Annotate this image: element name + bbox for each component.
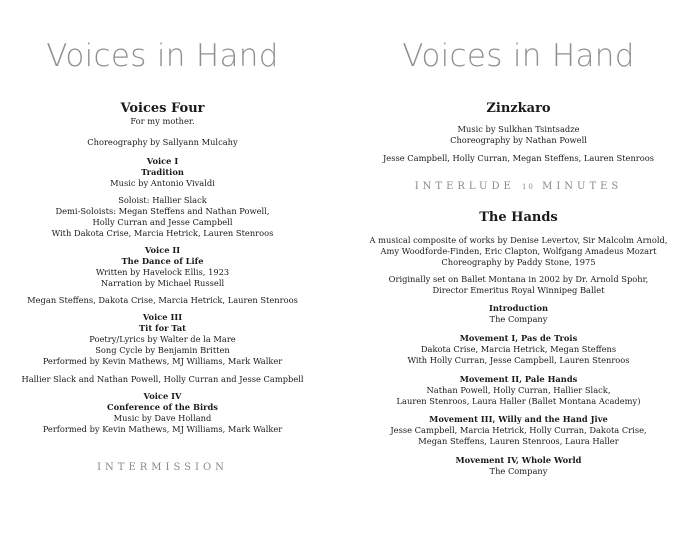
origin-credit: Originally set on Ballet Montana in 2002 by Dr. Arnold Spohr, (388, 274, 649, 284)
cast-line: Hallier Slack and Nathan Powell, Holly Curran and Jesse Campbell (21, 374, 304, 384)
voice-name: Conference of the Birds (107, 402, 218, 412)
piece-title: Voices Four (120, 101, 205, 116)
movement-title: Introduction (488, 303, 549, 313)
voice-name: Tit for Tat (139, 323, 186, 333)
narration-credit: Narration by Michael Russell (100, 278, 225, 288)
movement-title: Movement III, Willy and the Hand Jive (429, 414, 608, 424)
voice-number: Voice I (146, 156, 179, 166)
interlude-label (340, 181, 697, 193)
voice-name: The Dance of Life (121, 256, 204, 266)
dedication: For my mother. (130, 116, 195, 126)
cast-line: Megan Steffens, Lauren Stenroos, Laura Haller (418, 436, 619, 446)
composite-credit: Amy Woodforde-Finden, Eric Clapton, Wolfgang Amadeus Mozart (380, 246, 657, 256)
voice-number: Voice III (142, 312, 183, 322)
cast-line: Nathan Powell, Holly Curran, Hallier Slack, (426, 385, 611, 395)
cast-line: Jesse Campbell, Holly Curran, Megan Steffens, Lauren Stenroos (382, 153, 655, 163)
piece-title: The Hands (479, 210, 558, 225)
cast-line: Lauren Stenroos, Laura Haller (Ballet Montana Academy) (396, 396, 641, 406)
interlude-word: MINUTES (542, 181, 623, 192)
interlude-word: INTERLUDE (414, 181, 515, 192)
page-heading: Voices in Hand (46, 38, 279, 74)
music-credit: Music by Dave Holland (113, 413, 212, 423)
origin-credit: Director Emeritus Royal Winnipeg Ballet (432, 285, 605, 295)
song-credit: Song Cycle by Benjamin Britten (95, 345, 230, 355)
music-credit: Music by Sulkhan Tsintsadze (457, 124, 580, 134)
cast-line: The Company (489, 314, 548, 324)
interlude-duration: 10 (521, 183, 535, 191)
demi-soloists-line: Demi-Soloists: Megan Steffens and Nathan Powell, (55, 206, 270, 216)
performer-credit: Performed by Kevin Mathews, MJ Williams, Mark Walker (42, 356, 283, 366)
cast-line: Dakota Crise, Marcia Hetrick, Megan Steffens (420, 344, 617, 354)
movement-title: Movement IV, Whole World (455, 455, 582, 465)
cast-line: With Holly Curran, Jesse Campbell, Lauren Stenroos (407, 355, 630, 365)
cast-line: The Company (489, 466, 548, 476)
cast-line: Megan Steffens, Dakota Crise, Marcia Hetrick, Lauren Stenroos (27, 295, 298, 305)
poetry-credit: Poetry/Lyrics by Walter de la Mare (89, 334, 236, 344)
soloist-credit: Soloist: Hallier Slack (118, 195, 207, 205)
composite-credit: A musical composite of works by Denise Levertov, Sir Malcolm Arnold, (369, 235, 668, 245)
written-credit: Written by Havelock Ellis, 1923 (95, 267, 230, 277)
cast-line: With Dakota Crise, Marcia Hetrick, Lauren Stenroos (51, 228, 274, 238)
choreography-credit: Choreography by Nathan Powell (450, 135, 587, 145)
choreography-credit: Choreography by Sallyann Mulcahy (87, 137, 238, 147)
voice-number: Voice II (144, 245, 181, 255)
voice-name: Tradition (141, 167, 184, 177)
choreography-credit: Choreography by Paddy Stone, 1975 (441, 257, 596, 267)
intermission-label: INTERMISSION (97, 462, 228, 473)
movement-title: Movement I, Pas de Trois (459, 333, 578, 343)
demi-soloists-line: Holly Curran and Jesse Campbell (92, 217, 233, 227)
music-credit: Music by Antonio Vivaldi (110, 178, 215, 188)
page-heading: Voices in Hand (402, 38, 635, 74)
piece-title: Zinzkaro (486, 101, 551, 116)
movement-title: Movement II, Pale Hands (459, 374, 578, 384)
voice-number: Voice IV (143, 391, 182, 401)
performer-credit: Performed by Kevin Mathews, MJ Williams, Mark Walker (42, 424, 283, 434)
cast-line: Jesse Campbell, Marcia Hetrick, Holly Curran, Dakota Crise, (390, 425, 647, 435)
